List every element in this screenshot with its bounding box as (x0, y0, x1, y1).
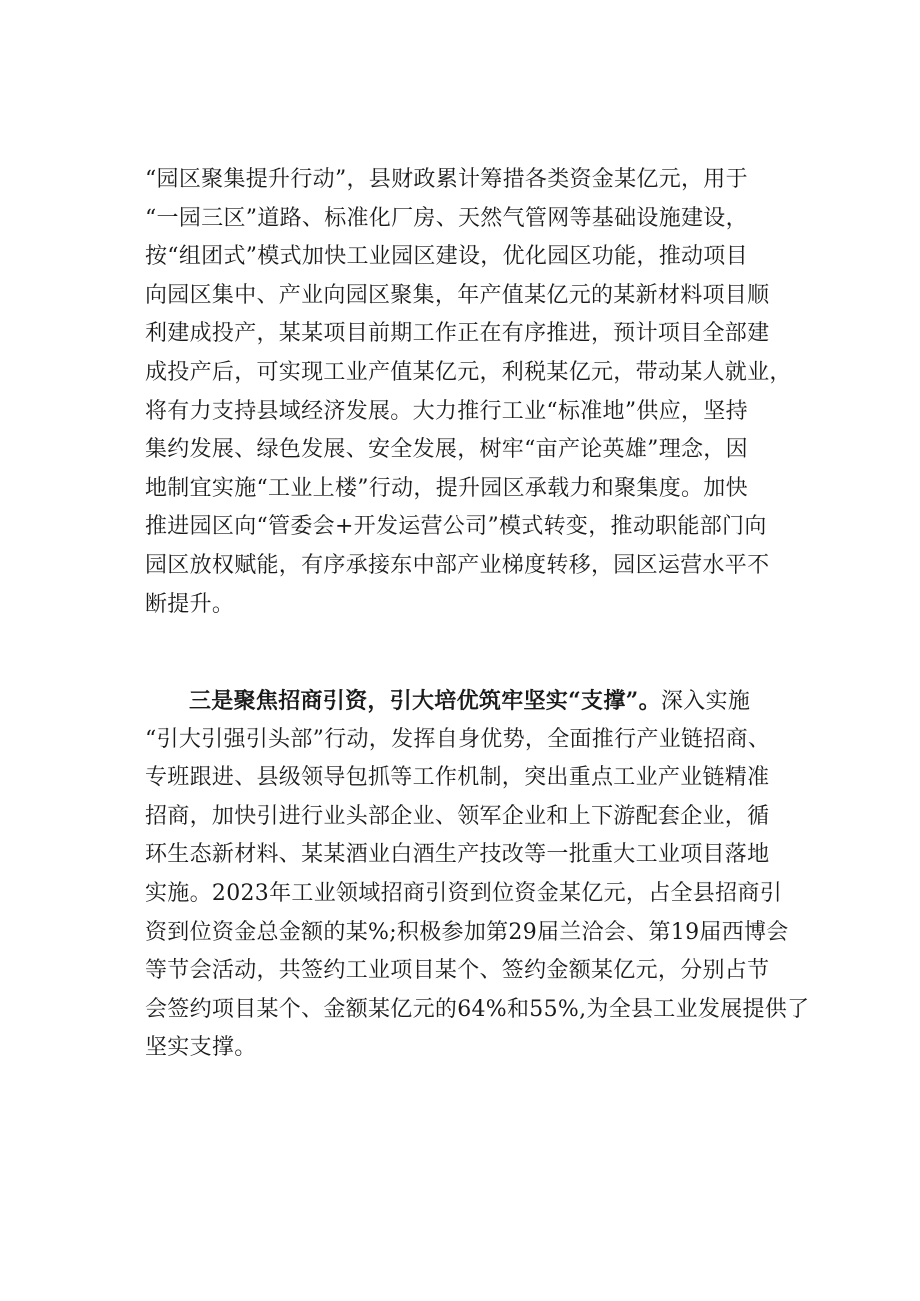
paragraph-line: 园区放权赋能，有序承接东中部产业梯度转移，园区运营水平不 (145, 552, 770, 578)
paragraph-line: 专班跟进、县级领导包抓等工作机制，突出重点工业产业链精准 (145, 765, 770, 791)
section-heading-lead: 三是聚焦招商引资，引大培优筑牢坚实“支撑”。 (189, 688, 661, 714)
paragraph-first-line-text: 深入实施 (660, 689, 751, 714)
paragraph-line: 利建成投产，某某项目前期工作正在有序推进，预计项目全部建 (145, 321, 770, 347)
paragraph-line: 坚实支撑。 (145, 1035, 257, 1061)
paragraph-line: 集约发展、绿色发展、安全发展，树牢“亩产论英雄”理念，因 (145, 437, 748, 463)
paragraph-line: 将有力支持县域经济发展。大力推行工业“标准地”供应，坚持 (145, 398, 748, 424)
paragraph-line: “一园三区”道路、标准化厂房、天然气管网等基础设施建设， (145, 205, 748, 231)
paragraph-investment-attraction (145, 682, 810, 1068)
paragraph-line: “引大引强引头部”行动，发挥自身优势，全面推行产业链招商、 (145, 726, 771, 752)
paragraph-line: 等节会活动，共签约工业项目某个、签约金额某亿元，分别占节 (145, 958, 770, 984)
paragraph-line: 按“组团式”模式加快工业园区建设，优化园区功能，推动项目 (145, 244, 748, 270)
paragraph-line: 向园区集中、产业向园区聚集，年产值某亿元的某新材料项目顺 (145, 282, 770, 308)
paragraph-line: 会签约项目某个、金额某亿元的64%和55%,为全县工业发展提供了 (145, 996, 810, 1022)
paragraph-park-development (145, 161, 805, 624)
paragraph-line: 资到位资金总金额的某%;积极参加第29届兰洽会、第19届西博会 (145, 919, 789, 945)
paragraph-line: 环生态新材料、某某酒业白酒生产技改等一批重大工业项目落地 (145, 842, 770, 868)
paragraph-line: 地制宜实施“工业上楼”行动，提升园区承载力和聚集度。加快 (145, 475, 748, 501)
paragraph-line: 成投产后，可实现工业产值某亿元，利税某亿元，带动某人就业， (145, 359, 792, 385)
paragraph-line: 招商，加快引进行业头部企业、领军企业和上下游配套企业，循 (145, 803, 770, 829)
paragraph-first-line (145, 682, 805, 721)
paragraph-line: “园区聚集提升行动”，县财政累计筹措各类资金某亿元，用于 (145, 167, 748, 192)
paragraph-line: 实施。2023年工业领域招商引资到位资金某亿元，占全县招商引 (145, 880, 782, 906)
paragraph-line: 断提升。 (145, 591, 235, 617)
paragraph-line: 推进园区向“管委会+开发运营公司”模式转变，推动职能部门向 (145, 514, 767, 540)
